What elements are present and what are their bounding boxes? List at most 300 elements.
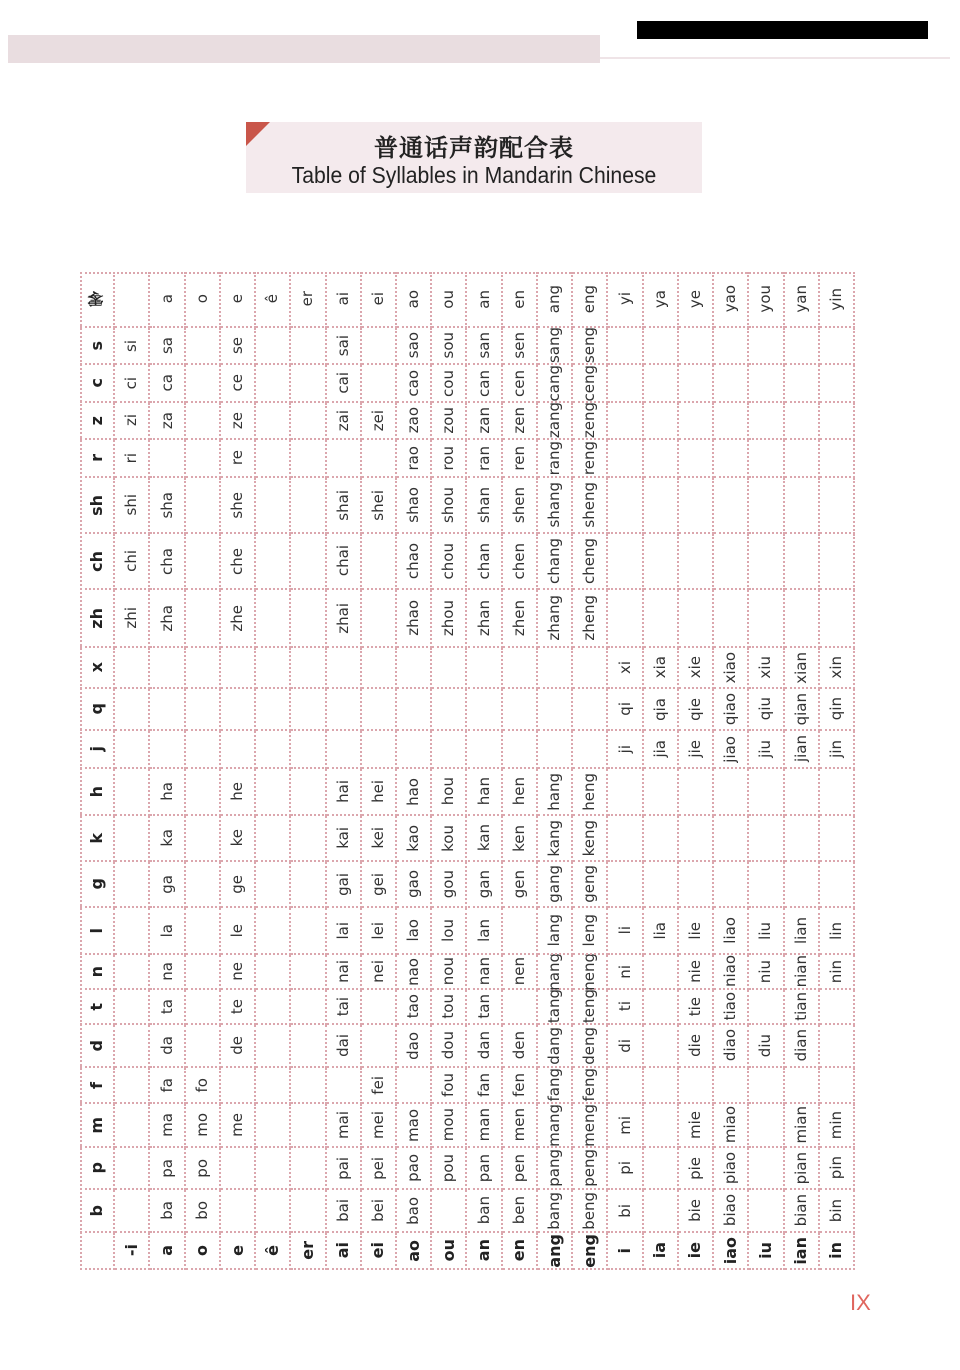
final-header bbox=[608, 1233, 643, 1270]
syllable-cell-text: cao bbox=[404, 369, 423, 397]
syllable-cell bbox=[714, 689, 749, 731]
syllable-cell bbox=[573, 990, 608, 1025]
final-header bbox=[573, 1233, 608, 1270]
syllable-cell-text: qie bbox=[685, 697, 704, 721]
syllable-cell bbox=[397, 955, 432, 990]
syllable-cell-text: jin bbox=[826, 740, 845, 758]
syllable-cell bbox=[468, 955, 503, 990]
final-header-text: i bbox=[615, 1247, 635, 1254]
syllable-cell bbox=[820, 990, 855, 1025]
syllable-cell bbox=[785, 689, 820, 731]
syllable-cell-text: nei bbox=[368, 960, 387, 983]
syllable-cell bbox=[785, 365, 820, 403]
initial-header bbox=[80, 955, 115, 990]
syllable-cell-text: lin bbox=[826, 921, 845, 940]
syllable-cell-text: mai bbox=[333, 1111, 352, 1139]
initial-header bbox=[80, 272, 115, 328]
syllable-cell bbox=[186, 1148, 221, 1190]
syllable-cell-text: ya bbox=[650, 289, 669, 309]
syllable-cell bbox=[749, 478, 784, 534]
syllable-cell bbox=[115, 1104, 150, 1148]
syllable-cell-text: leng bbox=[580, 914, 599, 947]
syllable-cell bbox=[397, 689, 432, 731]
syllable-cell bbox=[503, 862, 538, 908]
syllable-cell-text: hai bbox=[333, 780, 352, 803]
syllable-cell-text: pei bbox=[368, 1156, 387, 1180]
syllable-cell bbox=[150, 534, 185, 590]
syllable-cell bbox=[714, 590, 749, 648]
syllable-cell-text: deng bbox=[580, 1026, 599, 1065]
syllable-cell bbox=[150, 478, 185, 534]
syllable-cell-text: me bbox=[228, 1113, 247, 1137]
syllable-cell bbox=[608, 1025, 643, 1068]
initial-header bbox=[80, 1148, 115, 1190]
syllable-cell bbox=[468, 1025, 503, 1068]
syllable-cell bbox=[327, 534, 362, 590]
syllable-cell-text: qiao bbox=[721, 692, 740, 726]
syllable-cell bbox=[573, 816, 608, 862]
syllable-cell-text: ye bbox=[685, 289, 704, 309]
final-header-text: ian bbox=[791, 1236, 811, 1265]
syllable-cell-text: hei bbox=[368, 780, 387, 803]
syllable-cell-text: ca bbox=[157, 374, 176, 392]
syllable-cell bbox=[115, 648, 150, 689]
syllable-cell bbox=[538, 440, 573, 478]
syllable-cell-text: an bbox=[474, 289, 493, 309]
initial-header bbox=[80, 365, 115, 403]
syllable-cell bbox=[256, 534, 291, 590]
syllable-cell-text: pang bbox=[545, 1149, 564, 1187]
syllable-cell-text: mi bbox=[615, 1115, 634, 1135]
final-header bbox=[327, 1233, 362, 1270]
syllable-cell-text: ken bbox=[509, 824, 528, 852]
syllable-cell bbox=[291, 769, 326, 816]
syllable-cell-text: jia bbox=[650, 740, 669, 758]
syllable-cell bbox=[291, 908, 326, 955]
syllable-cell bbox=[714, 731, 749, 769]
syllable-cell bbox=[608, 365, 643, 403]
syllable-cell bbox=[644, 478, 679, 534]
syllable-cell bbox=[186, 955, 221, 990]
syllable-cell bbox=[538, 590, 573, 648]
syllable-cell-text: sheng bbox=[580, 482, 599, 528]
syllable-cell bbox=[749, 648, 784, 689]
syllable-cell bbox=[820, 365, 855, 403]
syllable-cell-text: zheng bbox=[580, 595, 599, 641]
syllable-cell bbox=[362, 403, 397, 440]
syllable-cell bbox=[256, 769, 291, 816]
syllable-cell-text: fou bbox=[439, 1073, 458, 1097]
syllable-cell bbox=[397, 1025, 432, 1068]
syllable-cell-text: reng bbox=[580, 440, 599, 476]
syllable-cell bbox=[714, 1148, 749, 1190]
syllable-cell-text: hen bbox=[509, 777, 528, 806]
syllable-cell bbox=[608, 328, 643, 365]
syllable-cell-text: ha bbox=[157, 782, 176, 801]
syllable-cell bbox=[115, 478, 150, 534]
syllable-cell bbox=[362, 908, 397, 955]
syllable-cell-text: ma bbox=[157, 1113, 176, 1137]
final-header bbox=[221, 1233, 256, 1270]
syllable-cell bbox=[362, 689, 397, 731]
syllable-cell bbox=[291, 478, 326, 534]
syllable-cell bbox=[820, 534, 855, 590]
syllable-cell bbox=[256, 478, 291, 534]
syllable-cell bbox=[362, 731, 397, 769]
final-header bbox=[820, 1233, 855, 1270]
final-header-text: ia bbox=[650, 1242, 670, 1259]
syllable-cell bbox=[221, 403, 256, 440]
syllable-cell bbox=[538, 908, 573, 955]
syllable-cell bbox=[362, 1190, 397, 1233]
syllable-cell bbox=[573, 478, 608, 534]
title-box bbox=[246, 122, 702, 193]
syllable-cell bbox=[468, 990, 503, 1025]
syllable-cell bbox=[115, 1148, 150, 1190]
syllable-cell-text: shai bbox=[333, 489, 352, 521]
syllable-cell bbox=[644, 272, 679, 328]
syllable-cell bbox=[150, 328, 185, 365]
syllable-cell bbox=[820, 1190, 855, 1233]
syllable-cell bbox=[115, 534, 150, 590]
syllable-cell bbox=[256, 1148, 291, 1190]
syllable-cell bbox=[291, 1190, 326, 1233]
syllable-cell bbox=[115, 908, 150, 955]
syllable-cell bbox=[573, 952, 608, 991]
syllable-cell bbox=[432, 862, 467, 908]
syllable-cell-text: meng bbox=[580, 1103, 599, 1147]
syllable-cell-text: zhen bbox=[509, 599, 528, 637]
syllable-cell-text: ze bbox=[228, 411, 247, 430]
final-header-text: eng bbox=[579, 1233, 599, 1268]
syllable-cell bbox=[785, 440, 820, 478]
syllable-cell bbox=[186, 1104, 221, 1148]
syllable-cell-text: sai bbox=[333, 334, 352, 357]
syllable-cell bbox=[221, 1104, 256, 1148]
final-header bbox=[150, 1233, 185, 1270]
syllable-cell bbox=[644, 1190, 679, 1233]
syllable-cell bbox=[608, 590, 643, 648]
syllable-cell bbox=[538, 534, 573, 590]
syllable-cell bbox=[644, 908, 679, 955]
syllable-cell-text: zhe bbox=[228, 604, 247, 632]
syllable-cell bbox=[327, 769, 362, 816]
syllable-cell-text: sao bbox=[404, 332, 423, 359]
syllable-cell bbox=[397, 816, 432, 862]
syllable-cell bbox=[679, 990, 714, 1025]
syllable-cell bbox=[291, 689, 326, 731]
syllable-cell bbox=[186, 1025, 221, 1068]
syllable-cell-text: kao bbox=[404, 824, 423, 852]
syllable-cell-text: fei bbox=[368, 1075, 387, 1095]
syllable-cell bbox=[432, 955, 467, 990]
syllable-cell-text: zhang bbox=[545, 595, 564, 641]
initial-header bbox=[80, 862, 115, 908]
syllable-cell-text: dan bbox=[474, 1031, 493, 1060]
syllable-cell-text: ge bbox=[228, 874, 247, 894]
syllable-cell-text: cen bbox=[509, 369, 528, 397]
initial-header bbox=[80, 534, 115, 590]
syllable-cell bbox=[291, 440, 326, 478]
syllable-cell bbox=[397, 328, 432, 365]
syllable-cell-text: zou bbox=[439, 407, 458, 434]
syllable-cell bbox=[432, 908, 467, 955]
syllable-cell-text: qiu bbox=[756, 697, 775, 721]
syllable-cell bbox=[432, 478, 467, 534]
syllable-cell bbox=[644, 328, 679, 365]
syllable-cell-text: rang bbox=[545, 440, 564, 476]
syllable-cell-text: mie bbox=[685, 1110, 704, 1139]
syllable-cell-text: pin bbox=[826, 1156, 845, 1180]
syllable-cell-text: miao bbox=[721, 1106, 740, 1144]
syllable-cell bbox=[221, 365, 256, 403]
syllable-cell-text: kei bbox=[368, 827, 387, 849]
syllable-cell bbox=[115, 440, 150, 478]
syllable-cell bbox=[785, 1104, 820, 1148]
initial-header-text: g bbox=[86, 878, 106, 890]
syllable-cell-text: bao bbox=[404, 1196, 423, 1225]
syllable-cell bbox=[362, 816, 397, 862]
syllable-cell-text: den bbox=[509, 1031, 528, 1060]
syllable-cell-text: bin bbox=[826, 1198, 845, 1223]
initial-header bbox=[80, 403, 115, 440]
syllable-cell bbox=[749, 1068, 784, 1104]
initial-header-text: h bbox=[86, 785, 106, 798]
syllable-cell-text: qian bbox=[791, 692, 810, 726]
syllable-cell-text: diao bbox=[721, 1029, 740, 1062]
syllable-cell bbox=[221, 731, 256, 769]
final-header-text: er bbox=[297, 1241, 317, 1260]
syllable-cell-text: dou bbox=[439, 1031, 458, 1060]
syllable-cell-text: sen bbox=[509, 332, 528, 359]
syllable-cell-text: e bbox=[228, 294, 247, 304]
syllable-cell bbox=[714, 328, 749, 365]
syllable-cell bbox=[397, 1068, 432, 1104]
syllable-cell bbox=[644, 955, 679, 990]
syllable-cell bbox=[256, 648, 291, 689]
syllable-cell bbox=[186, 365, 221, 403]
syllable-cell bbox=[397, 272, 432, 328]
syllable-cell bbox=[644, 816, 679, 862]
syllable-cell bbox=[362, 862, 397, 908]
syllable-cell-text: chang bbox=[545, 538, 564, 584]
initial-header bbox=[80, 816, 115, 862]
initial-header bbox=[80, 908, 115, 955]
syllable-cell bbox=[362, 990, 397, 1025]
syllable-cell bbox=[714, 769, 749, 816]
syllable-cell-text: chan bbox=[474, 542, 493, 580]
syllable-cell bbox=[679, 403, 714, 440]
syllable-cell bbox=[468, 478, 503, 534]
syllable-cell bbox=[362, 590, 397, 648]
syllable-cell bbox=[186, 648, 221, 689]
syllable-cell-text: pi bbox=[615, 1161, 634, 1175]
syllable-cell bbox=[608, 440, 643, 478]
syllable-cell bbox=[503, 1148, 538, 1190]
syllable-cell bbox=[468, 862, 503, 908]
syllable-cell-text: kai bbox=[333, 827, 352, 849]
syllable-cell bbox=[503, 908, 538, 955]
syllable-cell bbox=[221, 990, 256, 1025]
syllable-cell bbox=[573, 440, 608, 478]
final-header-text: o bbox=[192, 1245, 212, 1256]
syllable-cell bbox=[221, 1025, 256, 1068]
syllable-cell bbox=[749, 990, 784, 1025]
syllable-cell bbox=[397, 769, 432, 816]
syllable-cell bbox=[468, 769, 503, 816]
syllable-cell-text: die bbox=[685, 1034, 704, 1057]
syllable-cell bbox=[150, 365, 185, 403]
syllable-cell bbox=[820, 478, 855, 534]
syllable-cell-text: dai bbox=[333, 1034, 352, 1057]
initial-header-text: x bbox=[86, 662, 106, 673]
syllable-cell-text: lian bbox=[791, 916, 810, 945]
syllable-cell bbox=[785, 769, 820, 816]
syllable-cell-text: ka bbox=[157, 829, 176, 847]
syllable-cell-text: bei bbox=[368, 1199, 387, 1222]
syllable-cell bbox=[327, 1190, 362, 1233]
initial-header-text: t bbox=[86, 1002, 106, 1011]
syllable-cell bbox=[291, 648, 326, 689]
syllable-cell-text: biao bbox=[721, 1194, 740, 1227]
syllable-cell bbox=[221, 1148, 256, 1190]
syllable-cell bbox=[150, 955, 185, 990]
syllable-cell bbox=[785, 816, 820, 862]
syllable-cell-text: man bbox=[474, 1108, 493, 1142]
syllable-cell bbox=[714, 478, 749, 534]
syllable-cell-text: cai bbox=[333, 372, 352, 394]
syllable-cell bbox=[115, 689, 150, 731]
syllable-cell bbox=[679, 689, 714, 731]
syllable-cell-text: cheng bbox=[580, 537, 599, 584]
syllable-cell bbox=[644, 1068, 679, 1104]
syllable-cell bbox=[150, 769, 185, 816]
syllable-cell bbox=[468, 328, 503, 365]
syllable-cell-text: da bbox=[157, 1036, 176, 1055]
syllable-cell bbox=[573, 731, 608, 769]
syllable-cell-text: ben bbox=[509, 1196, 528, 1225]
syllable-cell bbox=[150, 990, 185, 1025]
syllable-cell bbox=[573, 590, 608, 648]
syllable-cell bbox=[221, 769, 256, 816]
syllable-cell-text: xiu bbox=[756, 656, 775, 679]
syllable-cell bbox=[468, 1148, 503, 1190]
syllable-cell-text: ga bbox=[157, 874, 176, 894]
syllable-cell bbox=[186, 1068, 221, 1104]
syllable-cell-text: gan bbox=[474, 869, 493, 899]
initial-header-text: r bbox=[86, 454, 106, 462]
syllable-cell-text: dang bbox=[545, 1026, 564, 1065]
syllable-cell bbox=[327, 990, 362, 1025]
syllable-cell bbox=[679, 862, 714, 908]
syllable-cell bbox=[714, 1068, 749, 1104]
initial-header-text: s bbox=[86, 340, 106, 351]
syllable-cell-text: bang bbox=[545, 1191, 564, 1230]
syllable-cell-text: ce bbox=[228, 374, 247, 392]
syllable-cell-text: beng bbox=[580, 1191, 599, 1230]
syllable-cell-text: jie bbox=[685, 740, 704, 758]
syllable-cell bbox=[749, 689, 784, 731]
syllable-cell bbox=[186, 440, 221, 478]
syllable-cell bbox=[573, 908, 608, 955]
syllable-cell bbox=[573, 769, 608, 816]
syllable-cell-text: mo bbox=[192, 1113, 211, 1137]
syllable-cell-text: kou bbox=[439, 824, 458, 852]
syllable-cell-text: re bbox=[228, 450, 247, 466]
syllable-cell-text: nan bbox=[474, 957, 493, 986]
syllable-cell-text: zei bbox=[368, 409, 387, 432]
syllable-cell bbox=[538, 689, 573, 731]
syllable-cell bbox=[503, 955, 538, 990]
syllable-cell bbox=[186, 590, 221, 648]
syllable-cell-text: zhao bbox=[404, 600, 423, 636]
syllable-cell-text: nai bbox=[333, 960, 352, 983]
syllable-cell bbox=[644, 403, 679, 440]
syllable-cell-text: san bbox=[474, 332, 493, 359]
syllable-cell bbox=[221, 908, 256, 955]
syllable-cell bbox=[785, 648, 820, 689]
syllable-cell-text: bo bbox=[192, 1201, 211, 1220]
syllable-cell-text: er bbox=[298, 291, 317, 307]
syllable-cell bbox=[714, 955, 749, 990]
syllable-cell bbox=[432, 816, 467, 862]
syllable-cell bbox=[186, 816, 221, 862]
syllable-cell-text: chen bbox=[509, 542, 528, 580]
syllable-cell bbox=[256, 908, 291, 955]
initial-header-text: l bbox=[86, 927, 106, 934]
syllable-cell bbox=[573, 1025, 608, 1068]
syllable-cell-text: jiao bbox=[721, 735, 740, 763]
syllable-cell bbox=[327, 328, 362, 365]
page-number: IX bbox=[850, 1290, 871, 1315]
syllable-cell bbox=[714, 1025, 749, 1068]
syllable-cell-text: chai bbox=[333, 545, 352, 577]
final-header-text: a bbox=[157, 1245, 177, 1256]
syllable-cell bbox=[221, 534, 256, 590]
syllable-cell-text: ci bbox=[122, 376, 141, 390]
syllable-cell bbox=[573, 1148, 608, 1190]
syllable-cell bbox=[327, 955, 362, 990]
final-header-text: an bbox=[474, 1239, 494, 1262]
syllable-cell-text: pa bbox=[157, 1158, 176, 1178]
syllable-cell bbox=[115, 1068, 150, 1104]
syllable-cell-text: ni bbox=[615, 964, 634, 979]
syllable-cell-text: gei bbox=[368, 872, 387, 896]
initial-header-text: zh bbox=[86, 607, 106, 629]
syllable-cell bbox=[538, 1025, 573, 1068]
syllable-cell-text: she bbox=[228, 491, 247, 519]
syllable-cell-text: li bbox=[615, 926, 634, 935]
syllable-cell bbox=[256, 403, 291, 440]
syllable-cell bbox=[432, 403, 467, 440]
syllable-cell bbox=[714, 272, 749, 328]
syllable-cell bbox=[538, 1104, 573, 1148]
syllable-cell bbox=[679, 590, 714, 648]
syllable-cell-text: gang bbox=[545, 865, 564, 903]
syllable-cell bbox=[221, 272, 256, 328]
syllable-cell bbox=[362, 328, 397, 365]
syllable-cell-text: shi bbox=[122, 494, 141, 516]
syllable-cell bbox=[468, 440, 503, 478]
syllable-cell bbox=[397, 731, 432, 769]
syllable-cell-text: rou bbox=[439, 445, 458, 471]
syllable-cell bbox=[362, 769, 397, 816]
syllable-cell-text: ang bbox=[545, 284, 564, 314]
syllable-cell-text: ke bbox=[228, 829, 247, 847]
syllable-cell bbox=[115, 328, 150, 365]
syllable-cell bbox=[115, 590, 150, 648]
syllable-cell bbox=[679, 1190, 714, 1233]
